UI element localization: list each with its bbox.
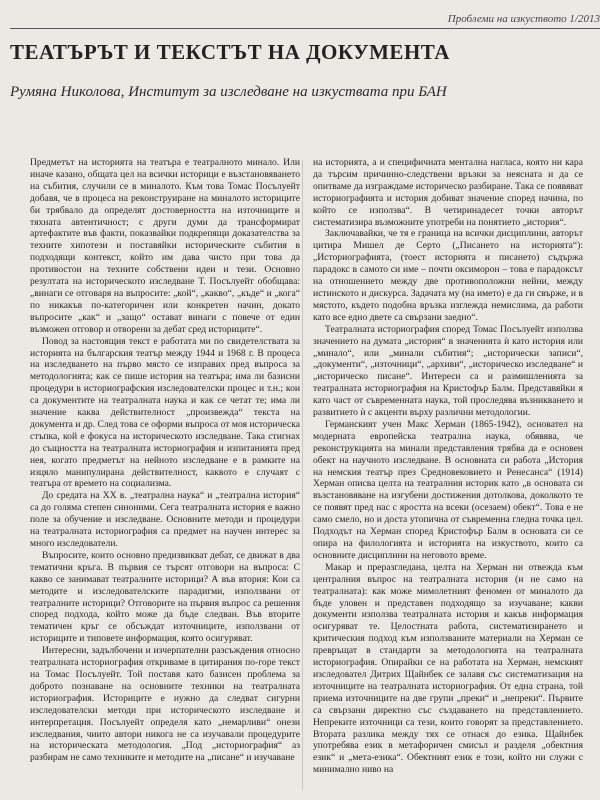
paragraph: Театралната историография според Томас Посълуейт използва значението на думата „история“ в значенията ѝ като история или „минало“, или „минали събития“; „исторически записи“, „документи“, „източници“, „архиви“, „историческо изследване“ и „историческо писане“. Интереси са и размишленията за театралната историография на Кристофър Балм. Представяйки я като част от съвременната наука, той проследява възникването и развитието ѝ с акценти върху различни методологии. xyxy=(313,323,583,419)
paragraph: До средата на XX в. „театрална наука“ и „театрална история“ са до голяма степен синоними. Сега театралната история е важно поле за обучение и изследване. Основните методи и процедури на театралната историография са предмет на научен интерес за много изследователи. xyxy=(30,490,300,549)
paragraph: Въпросите, които основно предизвикват дебат, се движат в два тематични кръга. В първия се търсят отговори на въпроса: С какво се занимават театралните историци? А във втория: Кои са методите и изследователските парадигми, използвани от театралните историци? Отговорите на първия въпрос са решения според подхода, който може да бъде следван. Във вторите тематичен кръг се обсъждат източниците, използвани от историците и типовете информация, която осигуряват. xyxy=(30,549,300,645)
paragraph: Предметът на историята на театъра е театралното минало. Или иначе казано, общата цел на всички историци е възстановяването на събития, случили се в миналото. Към това Томас Посълуейт добавя, че в процеса на реконструиране на миналото историците би трябвало да определят достоверността на източниците и тяхната автентичност; с други думи да трансформират артефактите във факти, показвайки подкрепящи доказателства за техните хипотези и поставяйки историческите събития в подходящи контекст, който им дава чисто при това да противостои на техните собствени идеи и тези. Основно резултата на историческото изследване Т. Посълуейт обобщава: „винаги се отговаря на въпросите: „кой“, „какво“, „къде“ и „кога“ по никакъв по-категоричен или конкретен начин, докато въпросите „как“ и „защо“ остават винаги с повече от един възможен отговор и отворени за дебат сред историците“. xyxy=(30,157,300,335)
header-rule xyxy=(10,28,600,29)
left-column xyxy=(30,157,300,797)
right-column xyxy=(313,157,583,797)
column-divider xyxy=(302,160,303,790)
paragraph: Интересни, задълбочени и изчерпателни разсъждения относно театралната историография откриваме в цитирания по-горе текст на Томас Посълуейт. Той поставя като базисен проблема за доброто познаване на основните техники на театралната историография. Историците е нужно да следват сигурни изследователски методи при историческото изследване и интерпретация. Посълуейт определя като „немарливи“ онези изследвания, чиито автори никога не са изучавали процедурите на историческата методология. „Под „историография“ аз разбирам не само техниките и методите на „писане“ и изучаване xyxy=(30,645,300,764)
article-title: ТЕАТЪРЪТ И ТЕКСТЪТ НА ДОКУМЕНТА xyxy=(10,40,450,64)
running-head: Проблеми на изкуството 1/2013 xyxy=(447,13,600,25)
paragraph: на историята, а и специфичната ментална нагласа, която ни кара да търсим причинно-следствени връзки за неясната и да се опитваме да изграждаме историческо разбиране. Така се появяват историографията и история добиват значение според начина, по който се използва“. В четиринадесет точки авторът систематизира възможните употреби на понятието „история“. xyxy=(313,157,583,228)
paragraph: Макар и преразгледана, целта на Херман ни отвежда към централния въпрос на театралната история (и не само на театралната): как може мимолетният феномен от миналото да бъде уловен и представен подходящо за изучаване; какви документи използва театралната история и какъв информация осигуряват те. Целостната работа, систематизирането и критическия подход към използваните материали на Херман се превръщат в стандарти за методологията на театралната историография. Опирайки се на работата на Херман, немският изследовател Дитрих Щайнбек се залавя със систематизация на източниците на театралната историография. От една страна, той приема източниците на две групи „преки“ и „непреки“. Първите са свързани директно със създаването на представлението. Непреките източници са тези, които говорят за представлението. Втората разлика между тях се отнася до езика. Щайнбек употребява език в метафоричен смисъл и разделя „обектния език“ и „мета-езика“. Обектният език е този, който ни служи с минимално ниво на xyxy=(313,561,583,776)
paragraph: Германският учен Макс Херман (1865-1942), основател на модерната европейска театрална наука, обявява, че реконструкцията на минали представления трябва да е основен обект на научното изследване. В основната си работа „История на немския театър през Средновековието и Ренесанса“ (1914) Херман описва целта на театралния историк като „в основата си възстановяване на изгубени достижения дотолкова, доколкото те се появят пред нас с яростта на всеки (осезаем) обект“. Това е не само смело, но и доста утопична от съвременна гледна точка цел. Подходът на Херман според Кристофър Балм в основата си се опира на филологията и историята на изкуството, които са основните дисциплини на неговото време. xyxy=(313,418,583,561)
paragraph: Заключавайки, че тя е граница на всички дисциплини, авторът цитира Мишел де Серто („Писането на историята“): „Историографията, (тоест историята и писането) съдържа парадокс в самото си име – почти оксиморон – това е парадоксът на отношението между две противоположни нейни, между истинското и дискурса. Задачата му (на името) е да ги свърже, и в мястото, където подобна връзка изглежда немислима, да работи като все едно двете са свързани заедно“. xyxy=(313,228,583,323)
paragraph: Повод за настоящия текст е работата ми по свидетелствата за историята на българския театър между 1944 и 1968 г. В процеса на изследването на първо място се изправих пред въпроса за методологията; как се пише история на театъра; има ли базисни процедури в историографския изследователски процес и т.н.; кои са документите на театралната наука и как се четат те; има ли значение каква действителност „произвежда“ текста на документа и др. След това се оформи въпроса от моя историческа стъпка, кой е фокуса на историческото изследване. Така стигнах до същността на театралната историография и изпитанията пред нея, когато предметът на нейното изследване е в рамките на изцяло манипулирана действителност, каквото е случаят с театъра от времето на социализма. xyxy=(30,335,300,490)
author-affiliation: Румяна Николова, Институт за изследване на изкуствата при БАН xyxy=(10,84,447,100)
